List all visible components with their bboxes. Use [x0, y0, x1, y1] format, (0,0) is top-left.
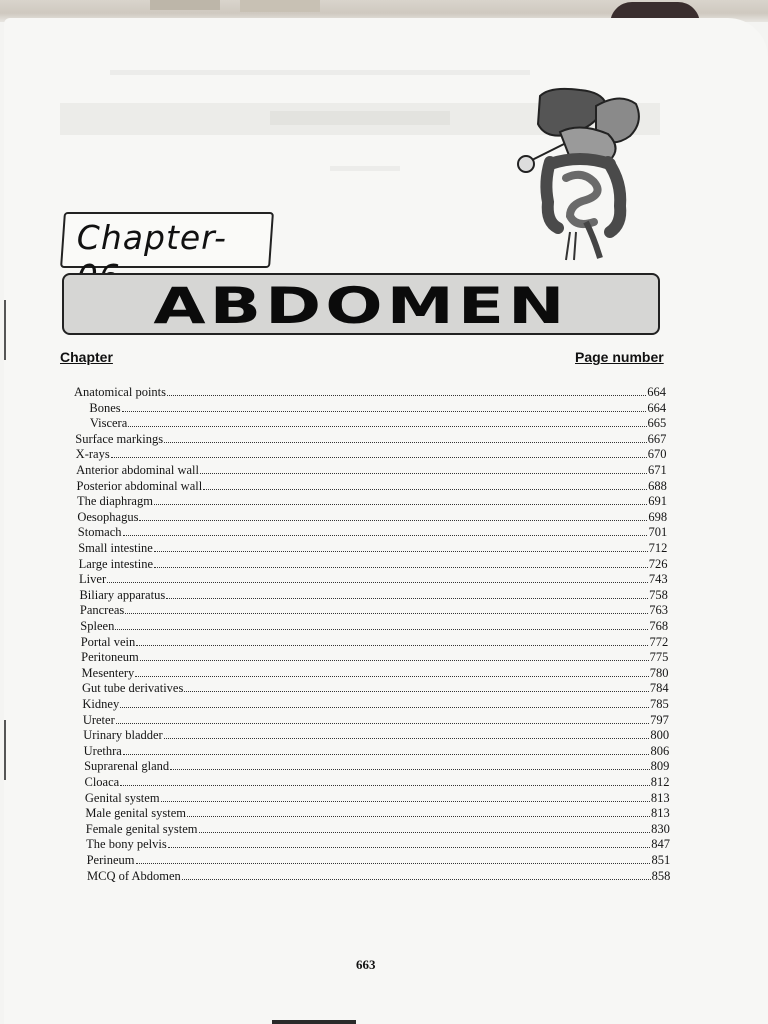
- toc-row-page: 726: [648, 556, 668, 571]
- toc-row-leader-dots: [107, 581, 648, 583]
- toc-row: [89, 400, 666, 416]
- toc-row-label: Genital system: [84, 790, 160, 805]
- toc-row: [81, 634, 669, 650]
- toc-row-page: 800: [650, 728, 670, 743]
- chapter-label-text: Chapter-06: [76, 218, 227, 257]
- chapter-title: ABDOMEN: [153, 277, 569, 335]
- toc-row-page: 698: [648, 509, 668, 524]
- toc-row: [83, 712, 669, 728]
- toc-row-leader-dots: [140, 659, 649, 661]
- toc-row-page: 830: [651, 821, 670, 836]
- toc-row-leader-dots: [120, 706, 649, 708]
- toc-row: [80, 618, 668, 634]
- column-header-page-number: Page number: [575, 349, 664, 365]
- toc-row-leader-dots: [203, 488, 647, 490]
- toc-row: [77, 478, 667, 494]
- toc-row-label: Ureter: [82, 712, 115, 727]
- toc-row-leader-dots: [125, 612, 648, 614]
- toc-row-label: Bones: [89, 400, 121, 415]
- toc-row-leader-dots: [122, 410, 647, 412]
- toc-row: [81, 649, 668, 665]
- toc-row-page: 664: [647, 385, 666, 399]
- toc-row: [76, 462, 667, 478]
- toc-row-page: 785: [650, 697, 669, 711]
- toc-row: [77, 493, 667, 509]
- toc-row-label: Mesentery: [81, 665, 135, 680]
- toc-row-leader-dots: [164, 441, 647, 443]
- toc-row-label: The bony pelvis: [86, 837, 167, 852]
- toc-row-label: Female genital system: [85, 821, 198, 836]
- toc-row: [85, 805, 669, 821]
- toc-row-leader-dots: [199, 831, 651, 833]
- toc-row: [76, 446, 667, 462]
- toc-row-leader-dots: [170, 768, 649, 770]
- toc-row-page: 809: [650, 759, 670, 774]
- toc-row: [82, 665, 669, 681]
- toc-row-label: Kidney: [82, 697, 120, 711]
- toc-row-page: 851: [651, 853, 671, 867]
- toc-row-leader-dots: [128, 425, 646, 427]
- toc-row: [85, 790, 670, 806]
- toc-row: [84, 743, 670, 759]
- toc-row-page: 847: [651, 837, 671, 852]
- toc-row-label: Urinary bladder: [83, 728, 163, 743]
- toc-row-leader-dots: [154, 566, 648, 568]
- toc-row-page: 665: [647, 416, 667, 431]
- toc-row: [84, 758, 669, 774]
- toc-row-page: 763: [649, 603, 668, 618]
- toc-row-label: Portal vein: [80, 634, 136, 649]
- toc-row-leader-dots: [182, 878, 651, 880]
- toc-row-page: 784: [649, 681, 669, 696]
- toc-row-page: 775: [649, 650, 669, 665]
- toc-row-leader-dots: [123, 534, 648, 536]
- toc-row-leader-dots: [135, 675, 648, 677]
- toc-row: [79, 571, 668, 587]
- margin-mark: [4, 300, 6, 360]
- toc-row: [80, 602, 668, 618]
- toc-row: [83, 727, 669, 743]
- page-number: 663: [356, 957, 376, 972]
- toc-row-page: 743: [648, 572, 668, 587]
- toc-row: [74, 384, 666, 400]
- toc-row: [78, 524, 667, 540]
- toc-row-label: Peritoneum: [81, 650, 139, 665]
- toc-row-page: 667: [647, 431, 667, 446]
- column-header-chapter: Chapter: [60, 349, 113, 365]
- toc-row-leader-dots: [164, 737, 650, 739]
- toc-row-leader-dots: [136, 862, 651, 864]
- margin-mark: [4, 720, 6, 780]
- toc-row-page: 768: [649, 619, 669, 633]
- toc-row-leader-dots: [111, 456, 647, 458]
- toc-row-leader-dots: [154, 550, 648, 552]
- toc-row-leader-dots: [154, 503, 647, 505]
- toc-row-leader-dots: [115, 628, 648, 630]
- toc-row-leader-dots: [136, 644, 648, 646]
- toc-row-leader-dots: [123, 753, 650, 755]
- toc-row-label: Cloaca: [84, 775, 120, 789]
- toc-row-page: 806: [650, 743, 670, 758]
- toc-row-leader-dots: [120, 784, 650, 786]
- toc-row: [82, 696, 668, 712]
- toc-row-label: Anatomical points: [74, 385, 166, 399]
- toc-row-leader-dots: [167, 394, 646, 396]
- toc-row: [86, 821, 670, 837]
- toc-row-label: Stomach: [77, 525, 122, 540]
- toc-row: [82, 680, 669, 696]
- toc-row-leader-dots: [168, 846, 651, 848]
- toc-row-label: Gut tube derivatives: [81, 681, 184, 696]
- toc-row-label: Anterior abdominal wall: [76, 463, 199, 477]
- toc-row-label: Small intestine: [78, 541, 153, 555]
- toc-row: [87, 852, 671, 868]
- toc-row-leader-dots: [200, 472, 647, 474]
- toc-row-page: 670: [647, 447, 667, 462]
- toc-row: [75, 431, 666, 447]
- toc-row-label: Male genital system: [85, 806, 186, 821]
- toc-row-page: 797: [650, 712, 669, 727]
- toc-row-page: 664: [647, 400, 667, 415]
- toc-row: [90, 415, 666, 431]
- toc-row-label: Urethra: [83, 743, 122, 758]
- toc-row-leader-dots: [187, 815, 650, 817]
- toc-row-page: 812: [650, 775, 670, 789]
- toc-row-label: Viscera: [89, 416, 128, 431]
- toc-row-page: 671: [647, 463, 667, 477]
- toc-row-leader-dots: [184, 690, 649, 692]
- toc-row-leader-dots: [166, 597, 648, 599]
- toc-row: [87, 868, 670, 884]
- toc-row: [78, 540, 667, 556]
- toc-row-leader-dots: [161, 800, 650, 802]
- toc-row-label: Biliary apparatus: [79, 587, 166, 602]
- toc-row-label: Surface markings: [75, 431, 164, 446]
- toc-row-page: 712: [648, 541, 668, 555]
- toc-row-leader-dots: [116, 722, 649, 724]
- toc-row-page: 813: [651, 806, 670, 821]
- toc-row-label: Posterior abdominal wall: [76, 478, 203, 493]
- toc-row-label: MCQ of Abdomen: [87, 868, 181, 883]
- toc-row-label: Perineum: [86, 853, 135, 867]
- toc-row-page: 780: [649, 665, 669, 680]
- toc-row-page: 691: [648, 494, 667, 509]
- toc-row-page: 858: [651, 868, 671, 883]
- toc-row: [79, 556, 668, 572]
- toc-row-label: Large intestine: [78, 556, 154, 571]
- toc-row-label: Suprarenal gland: [84, 759, 170, 774]
- toc-row-page: 813: [650, 790, 670, 805]
- toc-row-label: Spleen: [80, 619, 115, 633]
- toc-row: [79, 587, 667, 603]
- toc-row: [85, 774, 670, 790]
- toc-row-page: 772: [649, 634, 669, 649]
- toc-row-page: 688: [648, 478, 667, 493]
- toc-row: [77, 509, 667, 525]
- bottom-edge-mark: [272, 1020, 356, 1024]
- toc-row-label: Liver: [79, 572, 107, 587]
- toc-row-page: 701: [648, 525, 668, 540]
- toc-row-page: 758: [649, 587, 668, 602]
- toc-row-label: Oesophagus: [77, 509, 139, 524]
- toc-row-label: Pancreas: [79, 603, 125, 618]
- toc-row: [86, 836, 670, 852]
- toc-row-label: The diaphragm: [76, 494, 153, 509]
- toc-row-label: X-rays: [75, 447, 110, 462]
- toc-row-leader-dots: [139, 519, 647, 521]
